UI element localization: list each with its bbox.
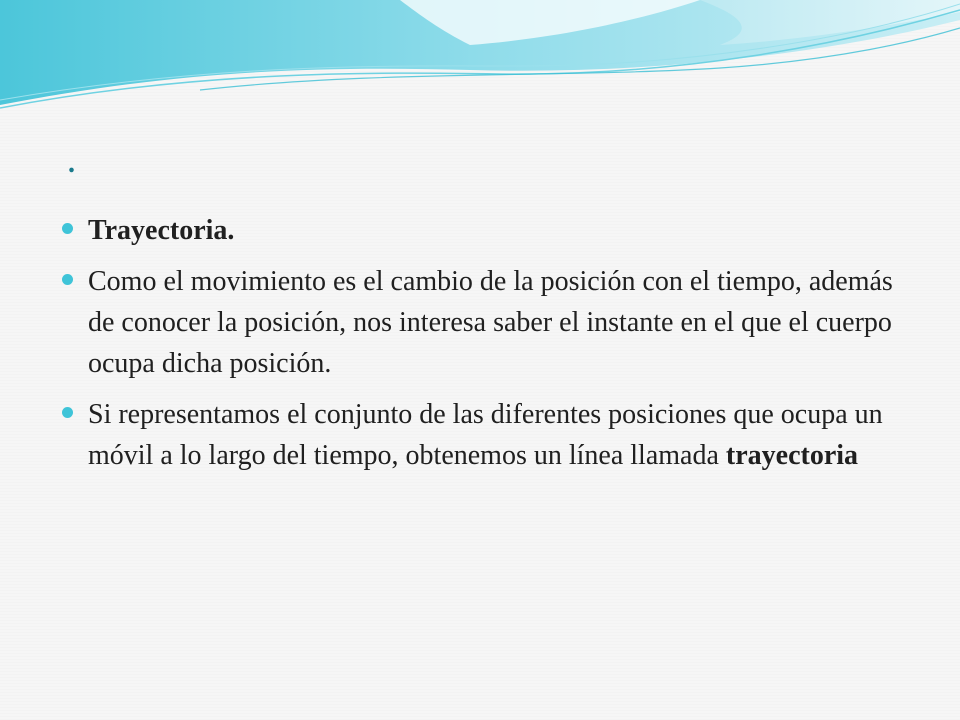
bullet-dot-icon — [62, 407, 73, 418]
bullet-text: Como el movimiento es el cambio de la posición con el tiempo, además de conocer la posición, nos interesa saber el instante en el que el cuerpo ocupa dicha posición. — [88, 266, 893, 379]
bullet-item-1 — [60, 210, 920, 251]
bullet-list — [60, 210, 920, 486]
bullet-dot-icon — [62, 274, 73, 285]
bullet-text: Si representamos el conjunto de las diferentes posiciones que ocupa un móvil a lo largo del tiempo, obtenemos un línea llamada — [88, 399, 883, 471]
bullet-dot-icon — [62, 223, 73, 234]
slide-title: . — [68, 148, 75, 179]
header-wave-decoration — [0, 0, 960, 120]
bullet-item-3 — [60, 394, 920, 476]
bullet-bold-term: trayectoria — [725, 440, 859, 471]
bullet-text: Trayectoria. — [88, 215, 235, 246]
bullet-item-2 — [60, 261, 920, 384]
